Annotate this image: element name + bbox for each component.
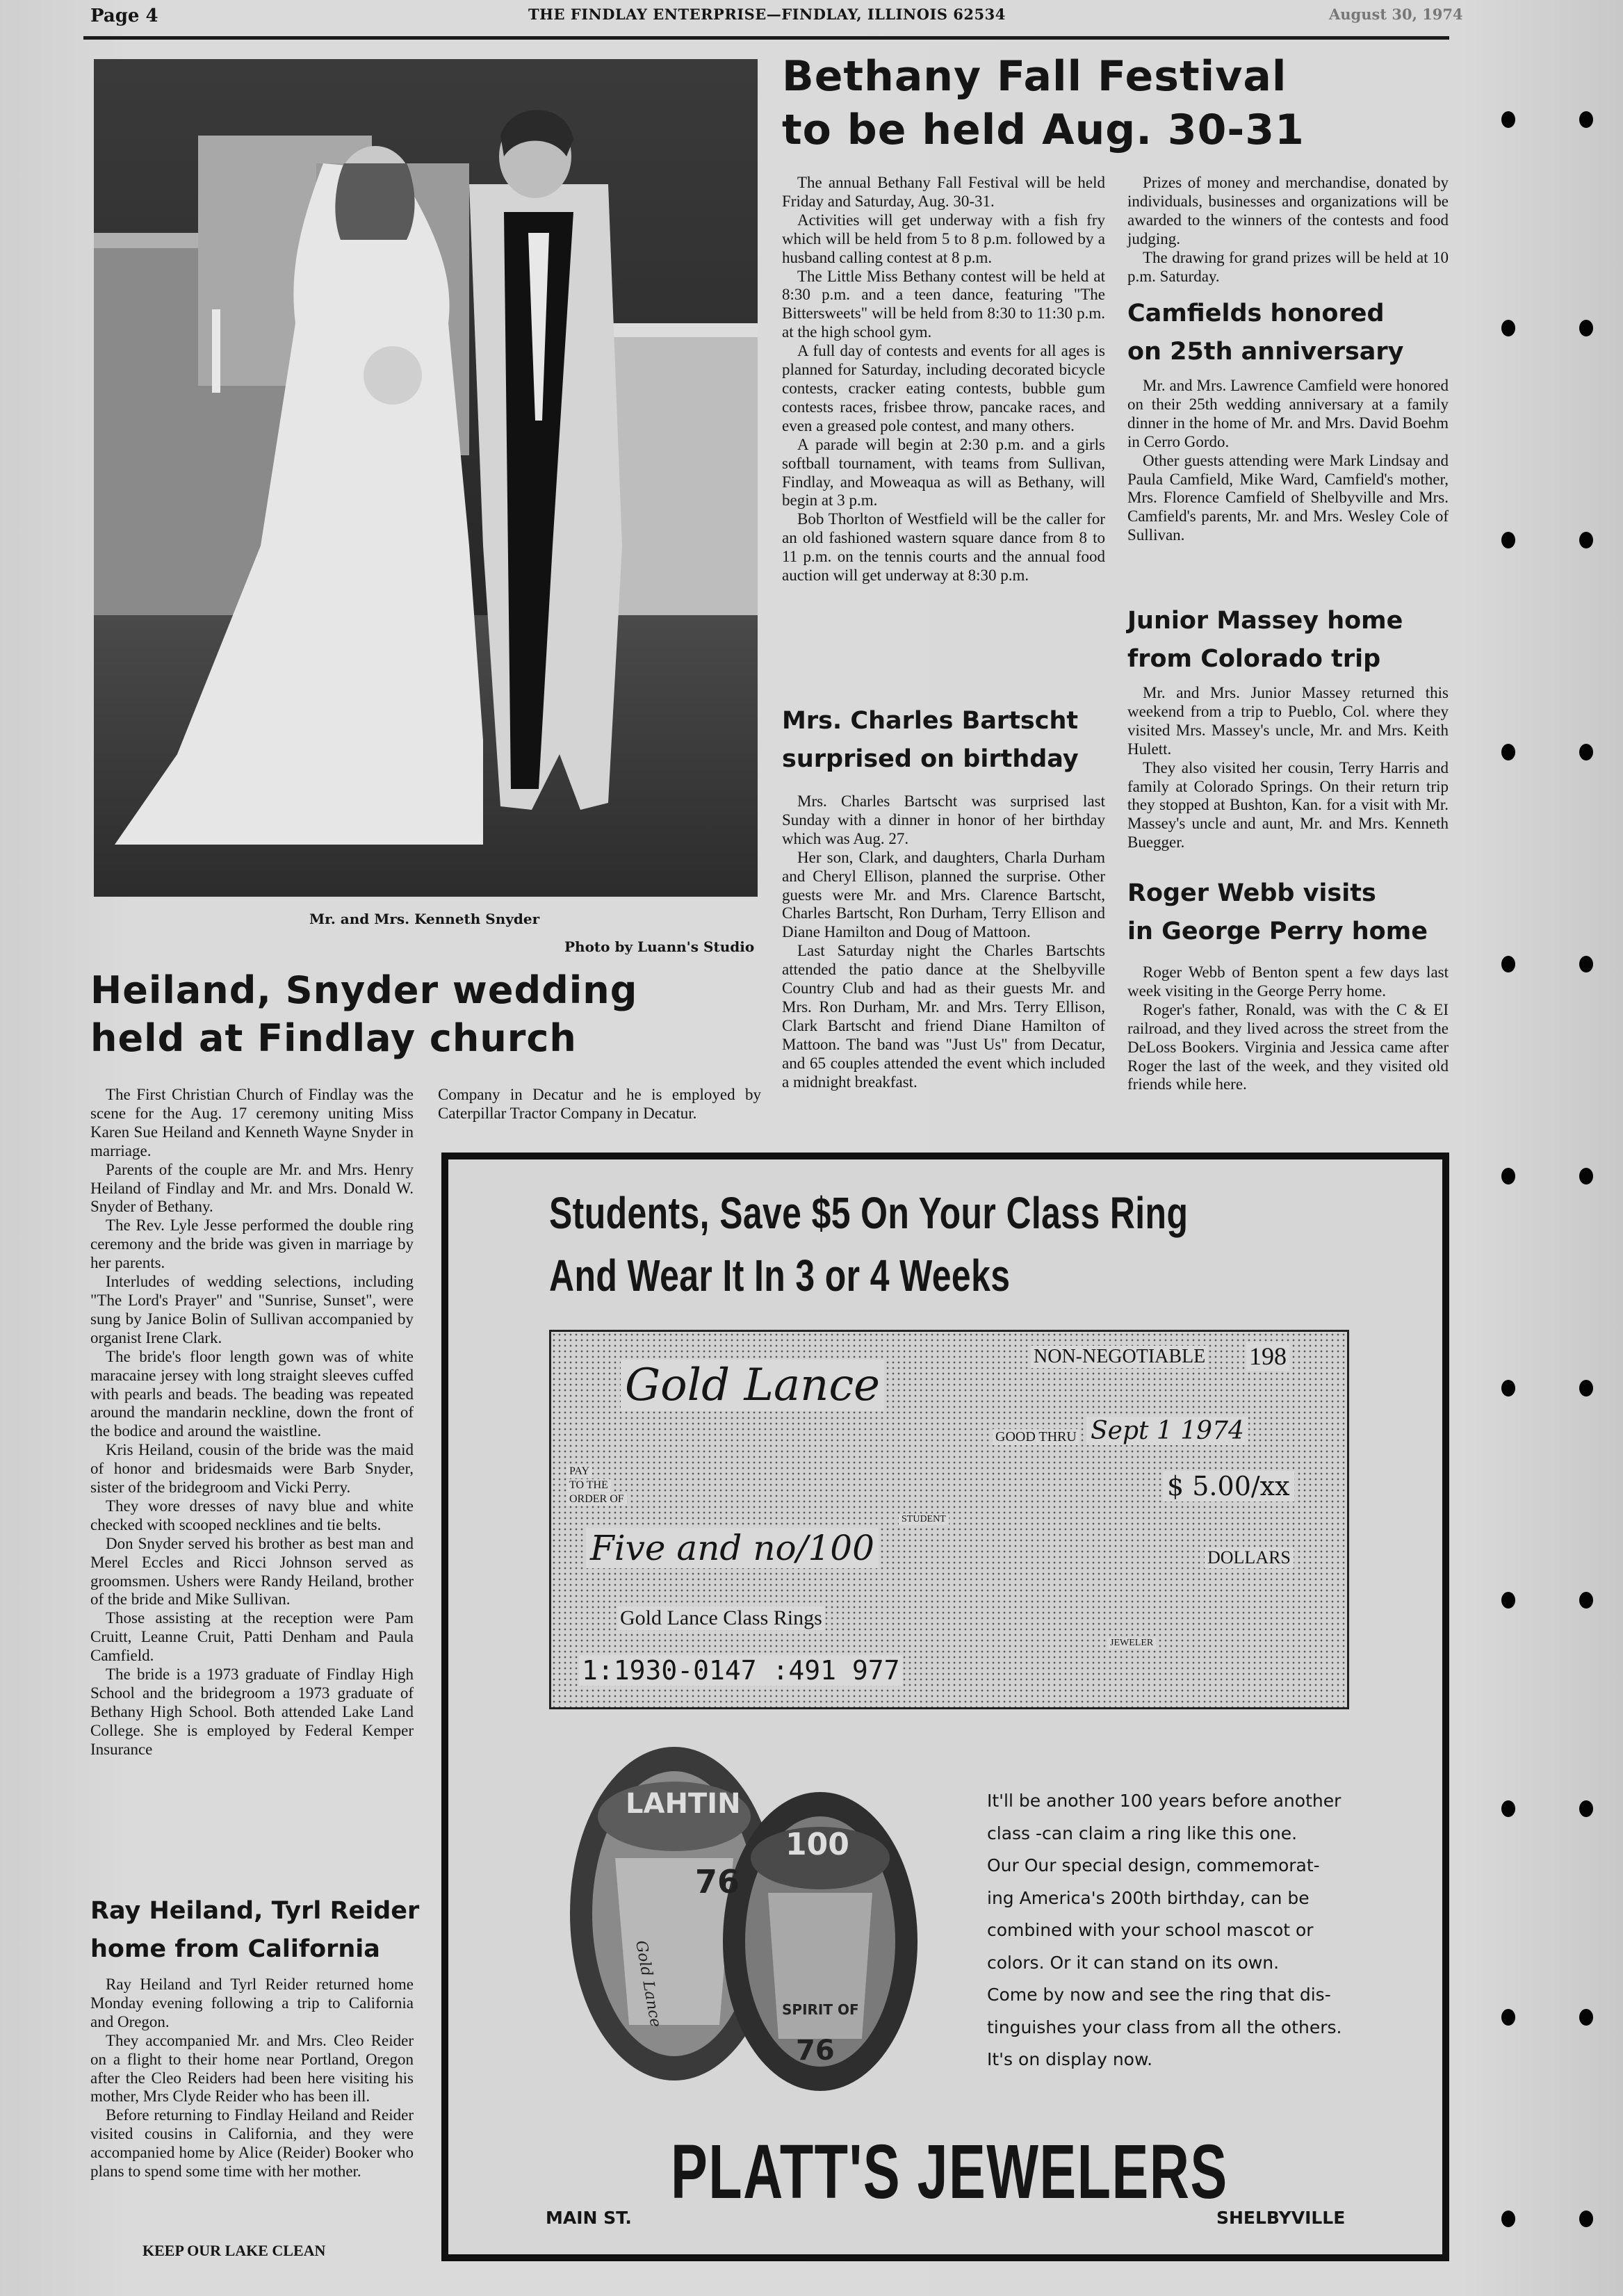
paragraph: Company in Decatur and he is employed by Caterpillar Tractor Company in Decatur. — [438, 1086, 761, 1122]
masthead: THE FINDLAY ENTERPRISE—FINDLAY, ILLINOIS 62534 — [528, 6, 1006, 23]
binder-hole — [1579, 1800, 1593, 1817]
webb-headline-line1: Roger Webb visits — [1127, 879, 1376, 907]
ad-copy-line: class -can claim a ring like this one. — [987, 1823, 1298, 1843]
binder-holes — [1501, 0, 1599, 2296]
camfields-headline-line2: on 25th anniversary — [1127, 338, 1404, 366]
dollars-label: DOLLARS — [1205, 1547, 1294, 1568]
ad-headline-line2: And Wear It In 3 or 4 Weeks — [549, 1251, 1011, 1301]
ring-label-year: 76 — [695, 1863, 740, 1900]
paragraph: They wore dresses of navy blue and white checked with scooped necklines and tie belts. — [90, 1497, 414, 1533]
binder-hole — [1579, 1380, 1593, 1397]
ring-label-100: 100 — [785, 1827, 849, 1862]
bartscht-headline — [782, 702, 1109, 779]
binder-hole — [1501, 2009, 1515, 2026]
paragraph: Last Saturday night the Charles Bartschts attended the patio dance at the Shelbyville Country Club and had as their guests Mr. and Mrs. Ron Durham, Mr. and Mrs. Terry Ellison, Clark Bartscht and friend Diane Hamilton of Mattoon. The band was "Just Us" from Decatur, and 65 couples attended the event which included a midnight breakfast. — [782, 942, 1105, 1091]
page-number: Page 4 — [90, 6, 158, 26]
bethany-headline — [782, 50, 1317, 157]
binder-hole — [1579, 320, 1593, 336]
ad-copy-line: Our Our special design, commemorat- — [987, 1855, 1320, 1875]
paragraph: Parents of the couple are Mr. and Mrs. Henry Heiland of Findlay and Mr. and Mrs. Donald W. Snyder of Bethany. — [90, 1160, 414, 1216]
heiland-reider-article — [90, 1976, 414, 2181]
binder-hole — [1579, 2210, 1593, 2227]
ad-copy-line: colors. Or it can stand on its own. — [987, 1952, 1280, 1973]
binder-hole — [1579, 1168, 1593, 1184]
paragraph: The bride's floor length gown was of white maracaine jersey with long straight sleeves cuffed with pearls and beads. The beading was repeated around the mandarin neckline, down the front of the bodice and around the waistline. — [90, 1347, 414, 1440]
paragraph: Her son, Clark, and daughters, Charla Durham and Cheryl Ellison, planned the surprise. Other guests were Mr. and Mrs. Clarence Bartscht, Charles Bartscht, Ron Durham, Terry Ellison and Diane Hamilton and Doug of Mattoon. — [782, 848, 1105, 941]
written-amount: Five and no/100 — [586, 1528, 879, 1568]
camfields-article — [1127, 377, 1449, 545]
gold-lance-check — [549, 1330, 1349, 1709]
paragraph: The First Christian Church of Findlay was the scene for the Aug. 17 ceremony uniting Miss Karen Sue Heiland and Kenneth Wayne Snyder in marriage. — [90, 1086, 414, 1159]
non-negotiable-label: NON-NEGOTIABLE — [1031, 1346, 1208, 1368]
ad-body-copy — [987, 1785, 1390, 2076]
paragraph: Before returning to Findlay Heiland and Reider visited cousins in California, and they were accompanied home by Alice (Reider) Booker who plans to spend some time with her mother. — [90, 2106, 414, 2181]
binder-hole — [1501, 1800, 1515, 1817]
binder-hole — [1501, 2210, 1515, 2227]
good-thru-date: Sept 1 1974 — [1086, 1417, 1248, 1445]
paragraph: The Little Miss Bethany contest will be held at 8:30 p.m. and a teen dance, featuring "The Bittersweets" will be held from 8:30 to 11:30 p.m. at the high school gym. — [782, 267, 1105, 341]
ring-label-76: 76 — [796, 2035, 835, 2067]
wedding-article-continued — [438, 1086, 761, 1123]
massey-headline-line2: from Colorado trip — [1127, 645, 1381, 674]
binder-hole — [1501, 1168, 1515, 1184]
camfields-headline-line1: Camfields honored — [1127, 300, 1385, 327]
photo-caption: Mr. and Mrs. Kenneth Snyder — [309, 911, 540, 927]
massey-headline — [1127, 602, 1454, 679]
ad-city: SHELBYVILLE — [1216, 2208, 1346, 2228]
paragraph: A full day of contests and events for all ages is planned for Saturday, including decorated bicycle contests, cracker eating contests, bubble gum contests races, frisbee throw, pancake races, and even a greased pole contest, and many others. — [782, 342, 1105, 434]
check-number: 198 — [1246, 1342, 1289, 1371]
micr-line: 1:1930-0147 :491 977 — [579, 1655, 903, 1686]
binder-hole — [1501, 956, 1515, 972]
heiland-reider-headline-line1: Ray Heiland, Tyrl Reider — [90, 1897, 420, 1925]
paragraph: Mr. and Mrs. Lawrence Camfield were honored on their 25th wedding anniversary at a family dinner in the home of Mr. and Mrs. David Boehm in Cerro Gordo. — [1127, 377, 1449, 450]
good-thru-label: GOOD THRU — [993, 1429, 1079, 1445]
binder-hole — [1579, 1592, 1593, 1609]
jeweler-label: JEWELER — [1107, 1638, 1156, 1649]
paragraph: Mr. and Mrs. Junior Massey returned this weekend from a trip to Pueblo, Col. where they visited Mrs. Massey's uncle, Mr. and Mrs. Keith Hulett. — [1127, 684, 1449, 758]
bartscht-headline-line2: surprised on birthday — [782, 745, 1079, 774]
paragraph: The drawing for grand prizes will be held at 10 p.m. Saturday. — [1127, 248, 1449, 285]
bethany-article-col1 — [782, 174, 1105, 585]
paragraph: A parade will begin at 2:30 p.m. and a girls softball tournament, with teams from Sullivan, Findlay, and Moweaqua as will as Bethany, will begin at 3 p.m. — [782, 435, 1105, 510]
paragraph: The Rev. Lyle Jesse performed the double ring ceremony and the bride was given in marriage by her parents. — [90, 1216, 414, 1272]
paragraph: Activities will get underway with a fish fry which will be held from 5 to 8 p.m. followed by a husband calling contest at 8 p.m. — [782, 211, 1105, 266]
camfields-headline — [1127, 295, 1454, 372]
paragraph: Other guests attending were Mark Lindsay and Paula Camfield, Mike Ward, Camfield's mother, Mrs. Florence Camfield of Shelbyville and Mrs. Camfield's parents, Mr. and Mrs. Wesley Cole of Sullivan. — [1127, 451, 1449, 544]
ad-copy-line: It's on display now. — [987, 2049, 1153, 2069]
paragraph: Roger's father, Ronald, was with the C & EI railroad, and they lived across the street from the DeLoss Bookers. Virginia and Jessica came after Roger the last of the week, and they visited old friends while here. — [1127, 1000, 1449, 1093]
paragraph: Ray Heiland and Tyrl Reider returned home Monday evening following a trip to California and Oregon. — [90, 1976, 414, 2030]
paragraph: Kris Heiland, cousin of the bride was the maid of honor and bridesmaids were Barb Snyder, sister of the bridegroom and Vicki Perry. — [90, 1441, 414, 1497]
paragraph: The annual Bethany Fall Festival will be held Friday and Saturday, Aug. 30-31. — [782, 174, 1105, 210]
paragraph: Those assisting at the reception were Pam Cruitt, Leanne Cruit, Patti Denham and Paula Camfield. — [90, 1609, 414, 1665]
ring-label-school: LAHTIN — [626, 1788, 741, 1820]
header-rule — [83, 36, 1449, 40]
massey-headline-line1: Junior Massey home — [1127, 607, 1403, 635]
paragraph: Interludes of wedding selections, including "The Lord's Prayer" and "Sunrise, Sunset", were sung by Janice Bolin of Sullivan accompanied by organist Irene Clark. — [90, 1273, 414, 1346]
binder-hole — [1501, 532, 1515, 548]
bartscht-article — [782, 792, 1105, 1092]
ad-copy-line: ing America's 200th birthday, can be — [987, 1887, 1310, 1908]
pay-label: PAY — [566, 1465, 592, 1478]
wedding-headline-line2: held at Findlay church — [90, 1016, 577, 1061]
wedding-headline-line1: Heiland, Snyder wedding — [90, 968, 638, 1012]
webb-article — [1127, 963, 1449, 1094]
binder-hole — [1579, 2009, 1593, 2026]
gold-lance-logo: Gold Lance — [621, 1360, 884, 1411]
footer-slogan: KEEP OUR LAKE CLEAN — [142, 2242, 326, 2259]
company-name: Gold Lance Class Rings — [617, 1606, 825, 1630]
ad-street: MAIN ST. — [546, 2208, 632, 2228]
ad-copy-line: tinguishes your class from all the others. — [987, 2017, 1342, 2037]
issue-date: August 30, 1974 — [1329, 6, 1463, 23]
ad-copy-line: combined with your school mascot or — [987, 1920, 1314, 1940]
bartscht-headline-line1: Mrs. Charles Bartscht — [782, 707, 1079, 735]
binder-hole — [1579, 532, 1593, 548]
bethany-article-col2 — [1127, 174, 1449, 286]
order-of-label: ORDER OF — [566, 1493, 627, 1506]
paragraph: Roger Webb of Benton spent a few days last week visiting in the George Perry home. — [1127, 963, 1449, 1000]
paragraph: They accompanied Mr. and Mrs. Cleo Reider on a flight to their home near Portland, Oregon after the Cleo Reiders had been here visiting his mother, Mrs Clyde Reider who has been ill. — [90, 2031, 414, 2106]
bethany-headline-line2: to be held Aug. 30-31 — [782, 105, 1305, 154]
wedding-photo — [94, 59, 758, 897]
heiland-reider-headline — [90, 1892, 431, 1969]
binder-hole — [1501, 1592, 1515, 1609]
ring-label-spirit: SPIRIT OF — [782, 2001, 859, 2018]
binder-hole — [1501, 744, 1515, 760]
binder-hole — [1501, 111, 1515, 128]
paragraph: Mrs. Charles Bartscht was surprised last Sunday with a dinner in honor of her birthday which was Aug. 27. — [782, 792, 1105, 847]
paragraph: Prizes of money and merchandise, donated by individuals, businesses and organizations will be awarded to the winners of the contests and food judging. — [1127, 174, 1449, 247]
ring-label-brand: Gold Lance — [632, 1939, 664, 2029]
paragraph: The bride is a 1973 graduate of Findlay High School and the bridegroom a 1973 graduate of Bethany High School. Both attended Lake Land College. She is employed by Federal Kemper Insurance — [90, 1666, 414, 1758]
photo-credit: Photo by Luann's Studio — [564, 938, 755, 955]
ad-headline-line1: Students, Save $5 On Your Class Ring — [549, 1188, 1189, 1238]
ad-copy-line: Come by now and see the ring that dis- — [987, 1985, 1331, 2005]
to-the-label: TO THE — [566, 1479, 611, 1492]
wedding-headline — [90, 966, 716, 1062]
binder-hole — [1501, 1380, 1515, 1397]
binder-hole — [1579, 111, 1593, 128]
student-label: STUDENT — [899, 1514, 949, 1525]
paragraph: They also visited her cousin, Terry Harris and family at Colorado Springs. On their return trip they stopped at Bushton, Kan. for a visit with Mr. Massey's uncle and aunt, Mr. and Mrs. Kenneth Buegger. — [1127, 758, 1449, 852]
class-rings-illustration — [546, 1733, 963, 2108]
ad-copy-line: It'll be another 100 years before another — [987, 1791, 1341, 1811]
binder-hole — [1501, 320, 1515, 336]
heiland-reider-headline-line2: home from California — [90, 1935, 380, 1964]
wedding-photo-illustration — [94, 59, 758, 897]
bethany-headline-line1: Bethany Fall Festival — [782, 52, 1287, 101]
paragraph: Bob Thorlton of Westfield will be the caller for an old fashioned wastern square dance from 8 to 11 p.m. on the tennis courts and the annual food auction will get underway at 8:30 p.m. — [782, 510, 1105, 585]
massey-article — [1127, 684, 1449, 852]
binder-hole — [1579, 744, 1593, 760]
brand-name: PLATT'S JEWELERS — [671, 2129, 1228, 2215]
check-amount: $ 5.00/xx — [1163, 1471, 1294, 1501]
platts-jewelers-ad — [441, 1153, 1449, 2261]
webb-headline — [1127, 874, 1454, 952]
webb-headline-line2: in George Perry home — [1127, 918, 1428, 946]
paragraph: Don Snyder served his brother as best man and Merel Eccles and Ricci Johnson served as groomsmen. Ushers were Randy Heiland, brother of the bride and Mike Sullivan. — [90, 1534, 414, 1609]
binder-hole — [1579, 956, 1593, 972]
wedding-article — [90, 1086, 414, 1759]
